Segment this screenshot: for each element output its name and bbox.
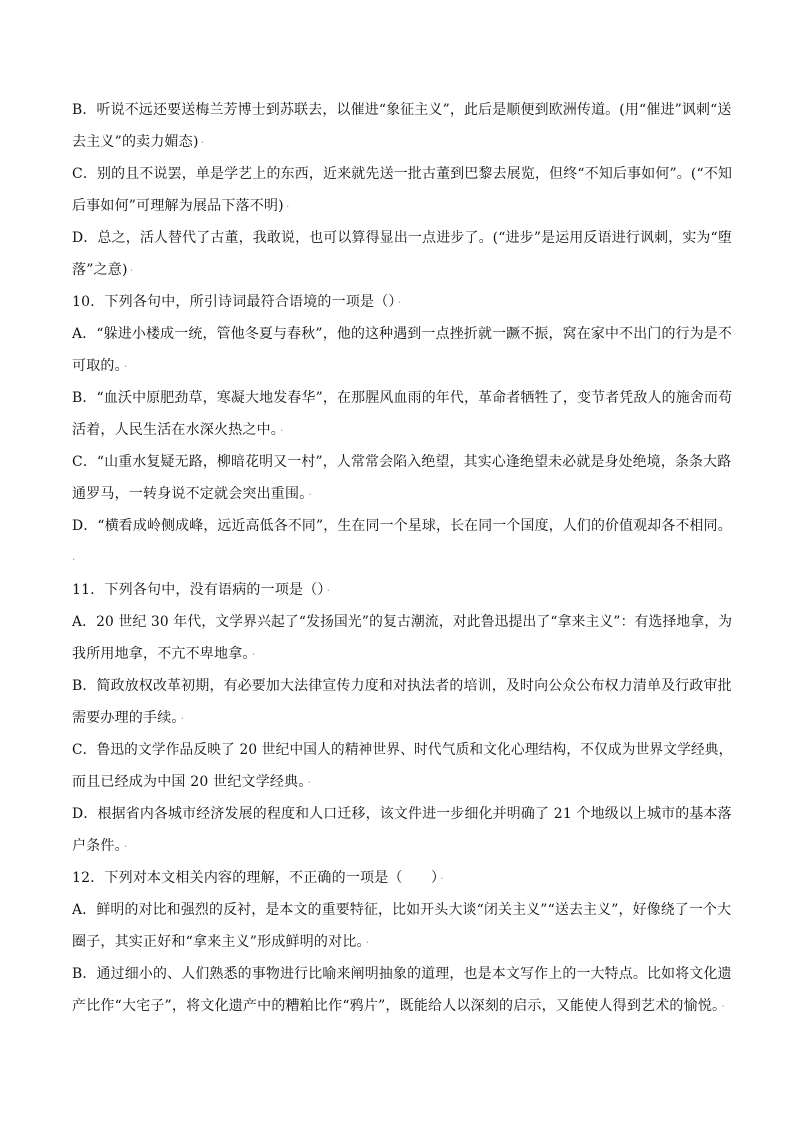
- text-line: 需要办理的手续。 ·: [72, 710, 185, 726]
- question-10-stem: 10．下列各句中，所引诗词最符合语境的一项是（） ·: [72, 294, 402, 310]
- text-line: 产比作“大宅子”，将文化遗产中的糟粕比作“鸦片”，既能给人以深刻的启示，又能使人得到艺术的愉悦。 ·: [72, 998, 725, 1014]
- text-line: 可取的。 ·: [72, 358, 128, 374]
- text-line: A．“躲进小楼成一统，管他冬夏与春秋”，他的这种遇到一点挫折就一蹶不振，窝在家中不出门的行为是不: [72, 326, 733, 342]
- text-line: D．根据省内各城市经济发展的程度和人口迁移，该文件进一步细化并明确了 21 个地级以上城市的基本落: [72, 806, 732, 822]
- text-line: C．别的且不说罢，单是学艺上的东西，近来就先送一批古董到巴黎去展览，但终“不知后事如何”。(“不知: [72, 166, 733, 182]
- text-line: C．“山重水复疑无路，柳暗花明又一村”，人常常会陷入绝望，其实心逢绝望未必就是身处绝境，条条大路: [72, 454, 732, 470]
- text-line: 落”之意) ·: [72, 262, 134, 278]
- text-line: 而且已经成为中国 20 世纪文学经典。 ·: [72, 774, 312, 790]
- text-line: A．20 世纪 30 年代，文学界兴起了“发扬国光”的复古潮流，对此鲁迅提出了“拿来主义”：有选择地拿，为: [72, 614, 733, 630]
- text-line: C．鲁迅的文学作品反映了 20 世纪中国人的精神世界、时代气质和文化心理结构，不仅成为世界文学经典，: [72, 742, 733, 758]
- text-line: 圈子，其实正好和“拿来主义”形成鲜明的对比。 ·: [72, 934, 370, 950]
- text-line: 我所用地拿，不亢不卑地拿。 ·: [72, 646, 256, 662]
- text-line: B．通过细小的、人们熟悉的事物进行比喻来阐明抽象的道理，也是本文写作上的一大特点。比如将文化遗: [72, 966, 732, 982]
- text-line: 户条件。 ·: [72, 838, 128, 854]
- question-11-stem: 11．下列各句中，没有语病的一项是（） ·: [72, 582, 331, 598]
- text-line: D．“横看成岭侧成峰，远近高低各不同”，生在同一个星球，长在同一个国度，人们的价值观却各不相同。: [72, 518, 732, 534]
- text-line: B．简政放权改革初期，有必要加大法律宣传力度和对执法者的培训，及时向公众公布权力清单及行政审批: [72, 678, 732, 694]
- text-line: D．总之，活人替代了古董，我敢说，也可以算得显出一点进步了。(“进步”是运用反语进行讽刺，实为“堕: [72, 230, 732, 246]
- text-line: A．鲜明的对比和强烈的反衬，是本文的重要特征，比如开头大谈“闭关主义”“送去主义”，好像绕了一个大: [72, 902, 732, 918]
- text-line: B．“血沃中原肥劲草，寒凝大地发春华”，在那腥风血雨的年代，革命者牺牲了，变节者凭敌人的施舍而苟: [72, 390, 733, 406]
- question-12-stem: 12．下列对本文相关内容的理解，不正确的一项是（ ） ·: [72, 870, 444, 886]
- text-line: 活着，人民生活在水深火热之中。 ·: [72, 422, 284, 438]
- text-line: 去主义”的卖力媚态) ·: [72, 134, 205, 150]
- text-line: B．听说不远还要送梅兰芳博士到苏联去，以催进“象征主义”，此后是顺便到欧洲传道。(用“催进”讽刺“送: [72, 102, 732, 118]
- text-line: 后事如何”可理解为展品下落不明) ·: [72, 198, 290, 214]
- paragraph-mark: ·: [72, 555, 76, 566]
- text-line: 通罗马，一转身说不定就会突出重围。 ·: [72, 486, 313, 502]
